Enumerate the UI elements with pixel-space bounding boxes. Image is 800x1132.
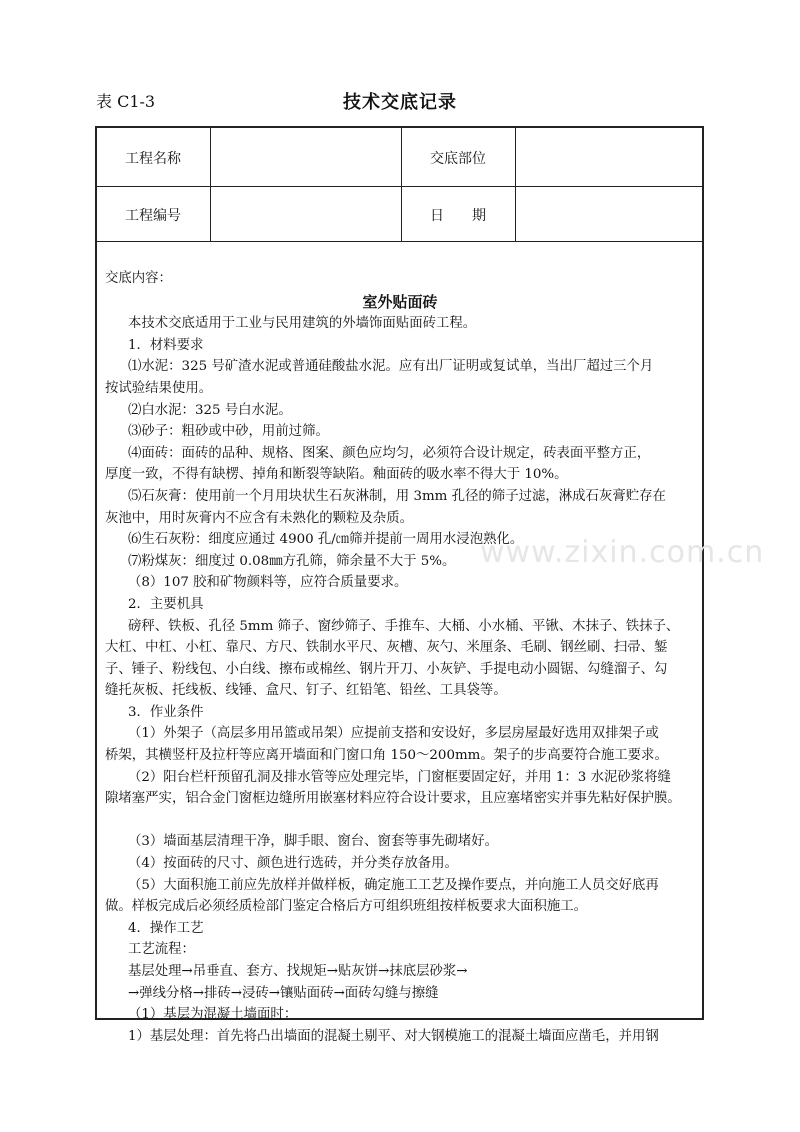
text-line: 工艺流程：	[128, 942, 195, 958]
text-line: （2）阳台栏杆预留孔洞及排水管等应处理完毕，门窗框要固定好，并用 1：3 水泥砂浆将缝	[128, 769, 671, 785]
document-title: 技术交底记录	[343, 92, 457, 113]
text-line: （1）基层为混凝土墙面时：	[128, 1007, 298, 1023]
content-body	[105, 268, 705, 1047]
watermark: www.zixin.com.cn	[480, 535, 765, 570]
text-line: ⑴水泥：325 号矿渣水泥或普通硅酸盐水泥。应有出厂证明或复试单，当出厂超过三个月	[128, 359, 654, 375]
text-line: ⑸石灰膏：使用前一个月用块状生石灰淋制，用 3mm 孔径的筛子过滤，淋成石灰膏贮存在	[128, 488, 666, 504]
form-number: 表 C1-3	[96, 92, 156, 111]
text-line: 厚度一致，不得有缺楞、掉角和断裂等缺陷。釉面砖的吸水率不得大于 10%。	[105, 467, 568, 483]
col-divider-2	[401, 128, 402, 241]
text-line: 1）基层处理：首先将凸出墙面的混凝土剔平、对大钢模施工的混凝土墙面应凿毛，并用钢	[128, 1028, 659, 1044]
text-line: 桥架，其横竖杆及拉杆等应离开墙面和门窗口角 150～200mm。架子的步高要符合施工要求。	[105, 748, 668, 764]
text-line: →弹线分格→排砖→浸砖→镶贴面砖→面砖勾缝与擦缝	[128, 985, 439, 1001]
content-heading: 室外贴面砖	[362, 292, 438, 311]
text-line: 做。样板完成后必须经质检部门鉴定合格后方可组织班组按样板要求大面积施工。	[105, 899, 588, 915]
project-no-label: 工程编号	[125, 208, 181, 224]
text-line: ⑺粉煤灰：细度过 0.08㎜方孔筛，筛余量不大于 5%。	[128, 553, 456, 569]
blank-line	[105, 810, 705, 832]
text-line: ⑶砂子：粗砂或中砂，用前过筛。	[128, 424, 329, 440]
text-line: 本技术交底适用于工业与民用建筑的外墙饰面贴面砖工程。	[128, 316, 477, 332]
text-line: ⑵白水泥：325 号白水泥。	[128, 402, 292, 418]
text-line: 按试验结果使用。	[105, 380, 213, 396]
date-label: 日 期	[430, 208, 486, 224]
text-line: （3）墙面基层清理干净，脚手眼、窗台、窗套等事先砌堵好。	[128, 834, 499, 850]
text-line: 大杠、中杠、小杠、靠尺、方尺、铁制水平尺、灰槽、灰勺、米厘条、毛刷、钢丝刷、扫帚、錾	[105, 640, 668, 656]
text-line: 磅秤、铁板、孔径 5mm 筛子、窗纱筛子、手推车、大桶、小水桶、平锹、木抹子、铁抹子、	[128, 618, 680, 634]
text-line: 隙堵塞严实，铝合金门窗框边缝所用嵌塞材料应符合设计要求，且应塞堵密实并事先粘好保护膜。	[105, 791, 681, 807]
text-line: 3．作业条件	[128, 704, 204, 720]
row-divider-1	[97, 186, 702, 187]
col-divider-1	[210, 128, 211, 241]
text-line: 1．材料要求	[128, 337, 204, 353]
row-divider-2	[97, 241, 702, 242]
text-line: 基层处理→吊垂直、套方、找规矩→贴灰饼→抹底层砂浆→	[128, 964, 468, 979]
text-line: （1）外架子（高层多用吊篮或吊架）应提前支搭和安设好，多层房屋最好选用双排架子或	[128, 726, 659, 742]
text-line: 2．主要机具	[128, 596, 204, 612]
text-line: ⑷面砖：面砖的品种、规格、图案、颜色应均匀，必须符合设计规定，砖表面平整方正，	[128, 445, 651, 461]
col-divider-3	[515, 128, 516, 241]
content-label: 交底内容：	[105, 271, 172, 286]
text-line: ⑹生石灰粉：细度应通过 4900 孔/㎝筛并提前一周用水浸泡熟化。	[128, 532, 524, 548]
text-line: （8）107 胶和矿物颜料等，应符合质量要求。	[128, 575, 408, 591]
location-label: 交底部位	[430, 151, 486, 167]
text-line: 灰池中，用时灰膏内不应含有未熟化的颗粒及杂质。	[105, 510, 413, 526]
text-line: （5）大面积施工前应先放样并做样板，确定施工工艺及操作要点，并向施工人员交好底再	[128, 877, 659, 893]
project-name-label: 工程名称	[125, 151, 181, 167]
text-line: 子、锤子、粉线包、小白线、擦布或棉丝、钢片开刀、小灰铲、手提电动小圆锯、勾缝溜子、勾	[105, 661, 668, 677]
text-line: 4．操作工艺	[128, 920, 204, 936]
text-line: （4）按面砖的尺寸、颜色进行选砖，并分类存放备用。	[128, 856, 458, 872]
record-table	[95, 126, 704, 1044]
text-line: 缝托灰板、托线板、线锤、盒尺、钉子、红铅笔、铅丝、工具袋等。	[105, 683, 507, 699]
